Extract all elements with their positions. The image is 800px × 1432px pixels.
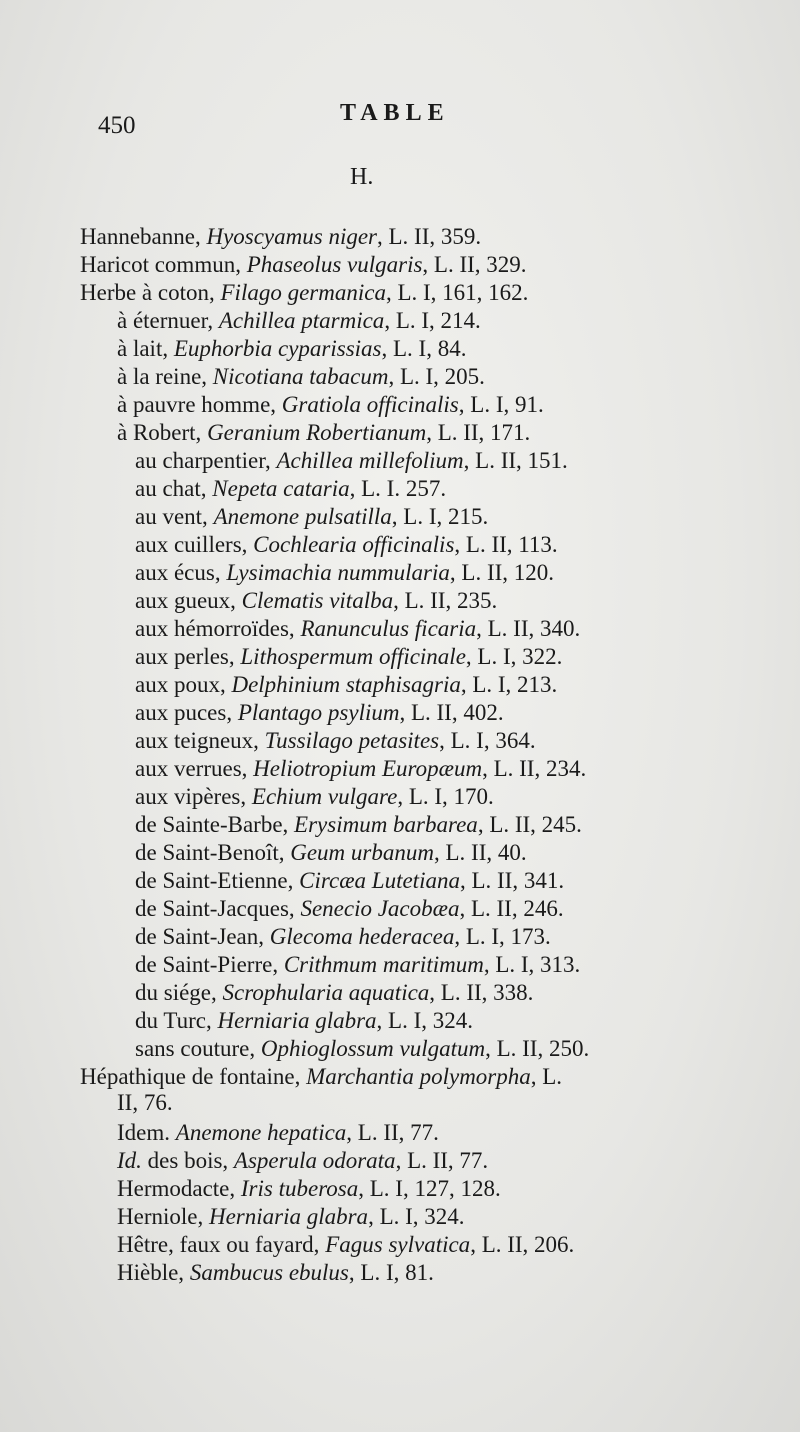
index-entry: à la reine, Nicotiana tabacum, L. I, 205. (117, 364, 485, 389)
index-entry: Id. des bois, Asperula odorata, L. II, 77. (117, 1148, 489, 1173)
page-number: 450 (98, 112, 136, 139)
index-entry: Herbe à coton, Filago germanica, L. I, 161, 162. (80, 280, 529, 305)
index-entry: de Saint-Jacques, Senecio Jacobæa, L. II, 246. (135, 896, 564, 921)
index-entry: du siége, Scrophularia aquatica, L. II, 338. (135, 980, 534, 1005)
index-entry: aux puces, Plantago psylium, L. II, 402. (135, 700, 504, 725)
index-entry: de Saint-Pierre, Crithmum maritimum, L. I, 313. (135, 952, 581, 977)
index-entry: aux cuillers, Cochlearia officinalis, L. II, 113. (135, 532, 558, 557)
index-entry: Hêtre, faux ou fayard, Fagus sylvatica, L. II, 206. (117, 1232, 575, 1257)
index-entry: aux gueux, Clematis vitalba, L. II, 235. (135, 588, 498, 613)
index-entry: aux verrues, Heliotropium Europæum, L. II, 234. (135, 756, 587, 781)
index-entry: au vent, Anemone pulsatilla, L. I, 215. (135, 504, 489, 529)
index-entry: à pauvre homme, Gratiola officinalis, L. I, 91. (117, 392, 544, 417)
index-entry: à éternuer, Achillea ptarmica, L. I, 214. (117, 308, 481, 333)
index-entry: aux écus, Lysimachia nummularia, L. II, 120. (135, 560, 555, 585)
index-entry: Hannebanne, Hyoscyamus niger, L. II, 359. (80, 224, 482, 249)
index-entry: aux poux, Delphinium staphisagria, L. I, 213. (135, 672, 558, 697)
index-entry: de Saint-Etienne, Circæa Lutetiana, L. II, 341. (135, 868, 565, 893)
index-entry-continuation: II, 76. (117, 1090, 173, 1115)
index-entry: au charpentier, Achillea millefolium, L. II, 151. (135, 448, 568, 473)
index-entry: de Sainte-Barbe, Erysimum barbarea, L. II, 245. (135, 812, 582, 837)
index-entry: aux perles, Lithospermum officinale, L. I, 322. (135, 644, 563, 669)
index-entry: à Robert, Geranium Robertianum, L. II, 171. (117, 420, 531, 445)
index-entry: Hièble, Sambucus ebulus, L. I, 81. (117, 1260, 434, 1285)
index-entry: aux hémorroïdes, Ranunculus ficaria, L. II, 340. (135, 616, 581, 641)
index-entry: de Saint-Jean, Glecoma hederacea, L. I, 173. (135, 924, 551, 949)
section-letter: H. (350, 164, 374, 190)
index-entry: au chat, Nepeta cataria, L. I. 257. (135, 476, 447, 501)
index-entry: à lait, Euphorbia cyparissias, L. I, 84. (117, 336, 467, 361)
index-entry: Idem. Anemone hepatica, L. II, 77. (117, 1120, 439, 1145)
index-entry: sans couture, Ophioglossum vulgatum, L. II, 250. (135, 1036, 590, 1061)
index-entry: Haricot commun, Phaseolus vulgaris, L. II, 329. (80, 252, 527, 277)
index-entry: aux teigneux, Tussilago petasites, L. I, 364. (135, 728, 536, 753)
index-entry: de Saint-Benoît, Geum urbanum, L. II, 40. (135, 840, 527, 865)
index-entry: Hermodacte, Iris tuberosa, L. I, 127, 128. (117, 1176, 501, 1201)
index-entry: Herniole, Herniaria glabra, L. I, 324. (117, 1204, 465, 1229)
index-entry: aux vipères, Echium vulgare, L. I, 170. (135, 784, 494, 809)
index-entry: du Turc, Herniaria glabra, L. I, 324. (135, 1008, 474, 1033)
index-entry: Hépathique de fontaine, Marchantia polymorpha, L. (80, 1064, 563, 1089)
running-head: TABLE (340, 100, 450, 126)
